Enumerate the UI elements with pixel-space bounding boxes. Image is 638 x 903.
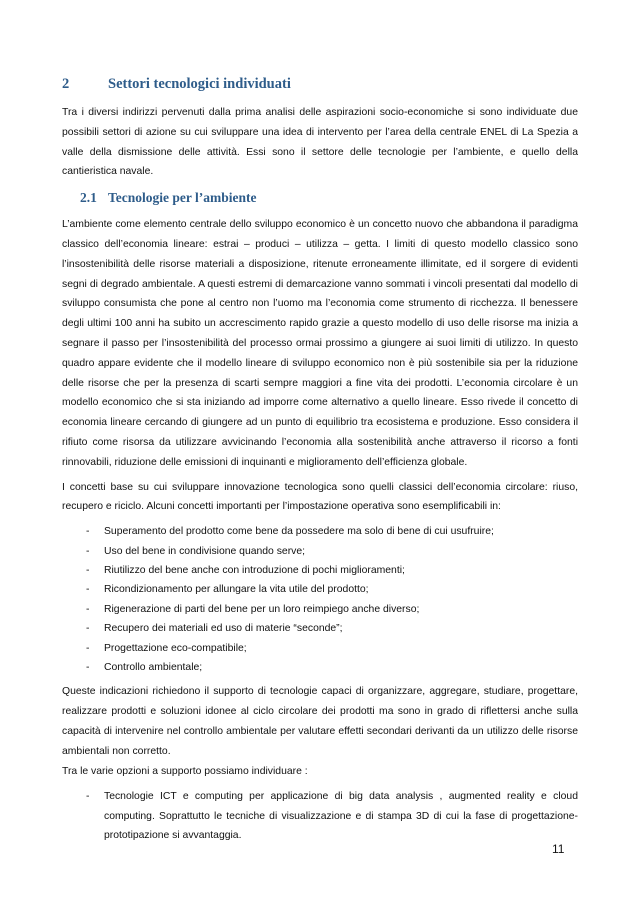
page-number: 11 — [552, 842, 565, 856]
list-dash: - — [86, 642, 90, 654]
list-item — [62, 561, 578, 580]
intro-paragraph: Tra i diversi indirizzi pervenuti dalla prima analisi delle aspirazioni socio-economiche si sono individuate due possibili settori di azione su cui sviluppare una idea di intervento per l’area della centrale ENEL di La Spezia a valle della dismissione delle attività. Essi sono il settore delle tecnologie per l’ambiente, e quello della cantieristica navale. — [62, 107, 578, 178]
list-item — [62, 787, 578, 845]
list-item-text: Ricondizionamento per allungare la vita utile del prodotto; — [104, 584, 369, 596]
body-paragraph: Queste indicazioni richiedono il supporto di tecnologie capaci di organizzare, aggregare, studiare, progettare, realizzare prodotti e soluzioni idonee al ciclo circolare dei prodotti ma sono in grado di riflettersi anche sulla capacità di intervenire nel controllo ambientale per valutare effetti secondari derivanti da un utilizzo delle risorse ambientali non corretto. — [62, 686, 578, 757]
subsection-title: Tecnologie per l’ambiente — [108, 190, 257, 206]
list-item-text: Controllo ambientale; — [104, 661, 203, 673]
list-dash: - — [86, 791, 90, 803]
list-item-text: Uso del bene in condivisione quando serve; — [104, 545, 306, 557]
list-item — [62, 580, 578, 599]
list-item-text: Recupero dei materiali ed uso di materie “seconde”; — [104, 623, 343, 635]
subsection-heading — [80, 188, 578, 208]
list-dash: - — [86, 623, 90, 635]
list-item — [62, 658, 578, 677]
concepts-list — [62, 522, 578, 677]
subsection-number: 2.1 — [80, 190, 97, 206]
list-item — [62, 619, 578, 638]
options-list — [62, 787, 578, 845]
list-item — [62, 639, 578, 658]
list-item — [62, 600, 578, 619]
list-item-text: Progettazione eco-compatibile; — [104, 642, 247, 654]
list-item-text: Tecnologie ICT e computing per applicazione di big data analysis , augmented reality e cloud computing. Soprattutto le tecniche di visualizzazione e di stampa 3D di cui la fase di progettazione-prototipazione si avvantaggia. — [104, 791, 578, 842]
section-title: Settori tecnologici individuati — [108, 76, 291, 92]
body-paragraph: I concetti base su cui sviluppare innovazione tecnologica sono quelli classici dell’economia circolare: riuso, recupero e riciclo. Alcuni concetti importanti per l’impostazione operativa sono esemplificabili in: — [62, 481, 578, 513]
section-number: 2 — [62, 76, 70, 92]
list-item — [62, 522, 578, 541]
body-paragraph: L’ambiente come elemento centrale dello sviluppo economico è un concetto nuovo che abbandona il paradigma classico dell’economia lineare: estrai – produci – utilizza – getta. I limiti di questo modello classico sono l’insostenibilità delle risorse materiali a disposizione, ritenute erroneamente illimitate, ed il sorgere di evidenti segni di degrado ambientale. A questi estremi di demarcazione vanno sommati i vincoli presentati dal modello di sviluppo consumista che pone al centro non l’uomo ma l’economia come strumento di ricchezza. Il benessere degli ultimi 100 anni ha subito un accrescimento rapido grazie a questo modello di uso delle risorse ma inizia a segnare il passo per l’insostenibilità del processo ormai prossimo a giungere ai suoi limiti di utilizzo. In questo quadro appare evidente che il modello lineare di sviluppo economico non è più sostenibile sia per la riduzione delle risorse che per la presenza di scarti sempre maggiori a fine vita dei prodotti. L’economia circolare è un modello economico che si sta iniziando ad imporre come alternativo a quello lineare. Esso rivede il concetto di economia lineare cercando di giungere ad un punto di equilibrio tra ecosistema e produzione. Esso considera il rifiuto come risorsa da utilizzare avvicinando l’economia alla sostenibilità anche attraverso il ricorso a fonti rinnovabili, riduzione delle emissioni di inquinanti e miglioramento dell’efficienza globale. — [62, 219, 578, 468]
list-dash: - — [86, 545, 90, 557]
list-item-text: Riutilizzo del bene anche con introduzione di pochi miglioramenti; — [104, 564, 405, 576]
list-dash: - — [86, 526, 90, 538]
options-intro: Tra le varie opzioni a supporto possiamo individuare : — [62, 765, 308, 777]
list-dash: - — [86, 661, 90, 673]
list-item-text: Rigenerazione di parti del bene per un loro reimpiego anche diverso; — [104, 603, 420, 615]
list-item-text: Superamento del prodotto come bene da possedere ma solo di bene di cui usufruire; — [104, 526, 494, 538]
list-dash: - — [86, 584, 90, 596]
document-page — [62, 74, 578, 851]
list-dash: - — [86, 564, 90, 576]
section-heading — [62, 74, 578, 94]
list-item — [62, 542, 578, 561]
list-dash: - — [86, 603, 90, 615]
